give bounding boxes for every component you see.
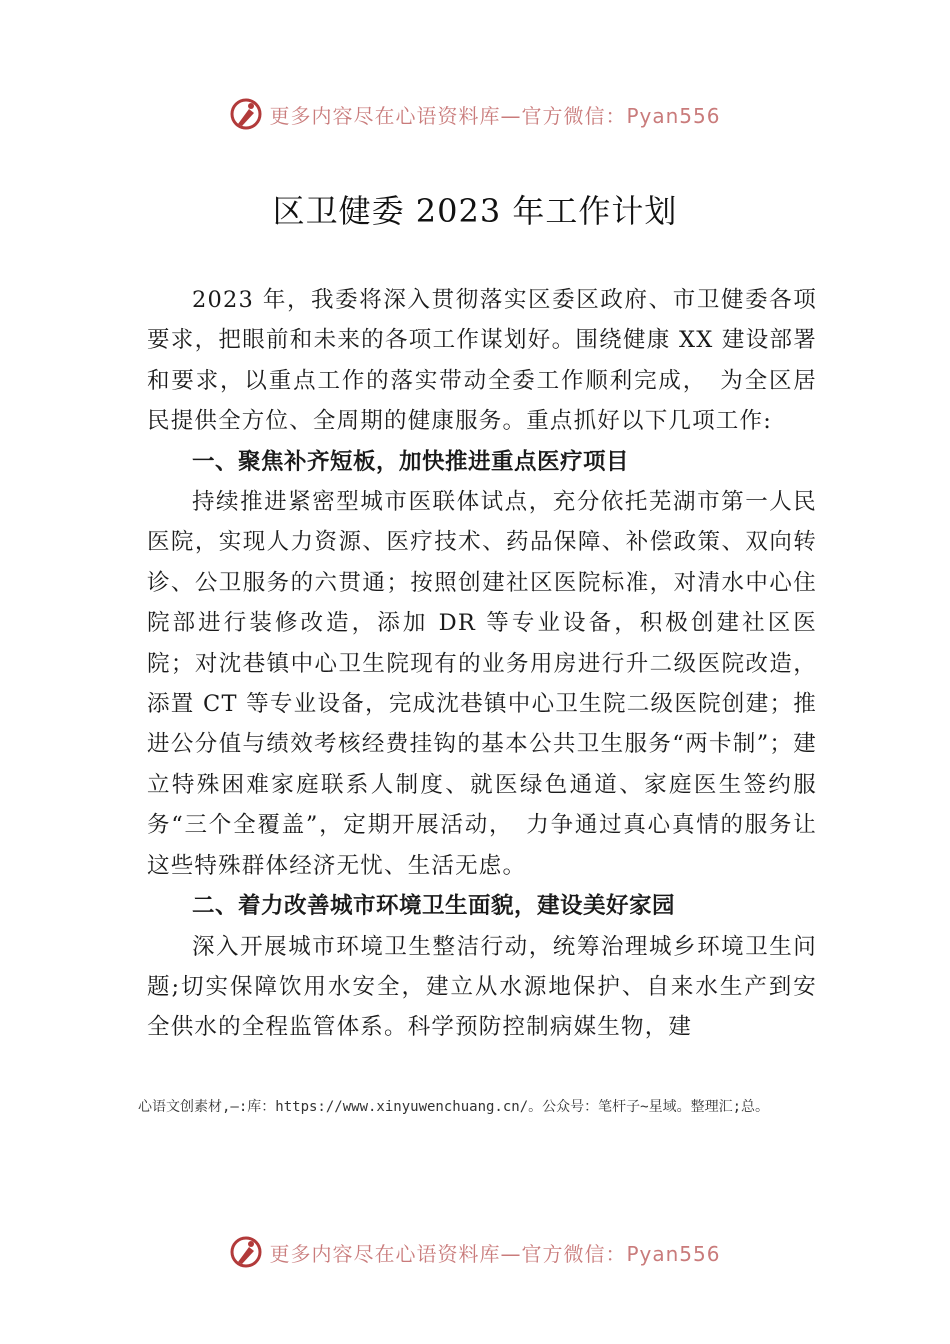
banner-text: 更多内容尽在心语资料库—官方微信：Pyan556 <box>269 103 721 128</box>
section-2-heading: 二、着力改善城市环境卫生面貌，建设美好家园 <box>192 893 676 920</box>
header-watermark-banner <box>0 94 950 134</box>
pen-nib-logo-icon <box>229 1235 263 1269</box>
section-1-paragraph: 持续推进紧密型城市医联体试点，充分依托芜湖市第一人民医院，实现人力资源、医疗技术、药品保障、补偿政策、双向转诊、公卫服务的六贯通；按照创建社区医院标准，对清水中心住院部进行装修改造，添加 DR 等专业设备，积极创建社区医院；对沈巷镇中心卫生院现有的业务用房进行升二级医院改造，添置 CT 等专业设备，完成沈巷镇中心卫生院二级医院创建；推进公分值与绩效考核经费挂钩的基本公共卫生服务“两卡制”；建立特殊困难家庭联系人制度、就医绿色通道、家庭医生签约服务“三个全覆盖”，定期开展活动， 力争通过真心真情的服务让这些特殊群体经济无忧、生活无虑。 <box>147 489 817 879</box>
footer-watermark-banner <box>0 1232 950 1272</box>
section-2-paragraph: 深入开展城市环境卫生整洁行动，统筹治理城乡环境卫生问题;切实保障饮用水安全，建立从水源地保护、自来水生产到安全供水的全程监管体系。科学预防控制病媒生物，建 <box>147 933 817 1041</box>
footnote: 心语文创素材,—:库：https://www.xinyuwenchuang.cn/。公众号：笔杆子~星域。整理汇;总。 <box>138 1099 770 1115</box>
document-title: 区卫健委 2023 年工作计划 <box>272 192 678 230</box>
document-body <box>147 280 817 1048</box>
section-1-heading: 一、聚焦补齐短板，加快推进重点医疗项目 <box>192 448 630 475</box>
banner-text: 更多内容尽在心语资料库—官方微信：Pyan556 <box>269 1241 721 1266</box>
pen-nib-logo-icon <box>229 97 263 131</box>
intro-paragraph: 2023 年，我委将深入贯彻落实区委区政府、市卫健委各项要求，把眼前和未来的各项工作谋划好。围绕健康 XX 建设部署和要求，以重点工作的落实带动全委工作顺利完成， 为全区居民提供全方位、全周期的健康服务。重点抓好以下几项工作: <box>147 287 817 435</box>
